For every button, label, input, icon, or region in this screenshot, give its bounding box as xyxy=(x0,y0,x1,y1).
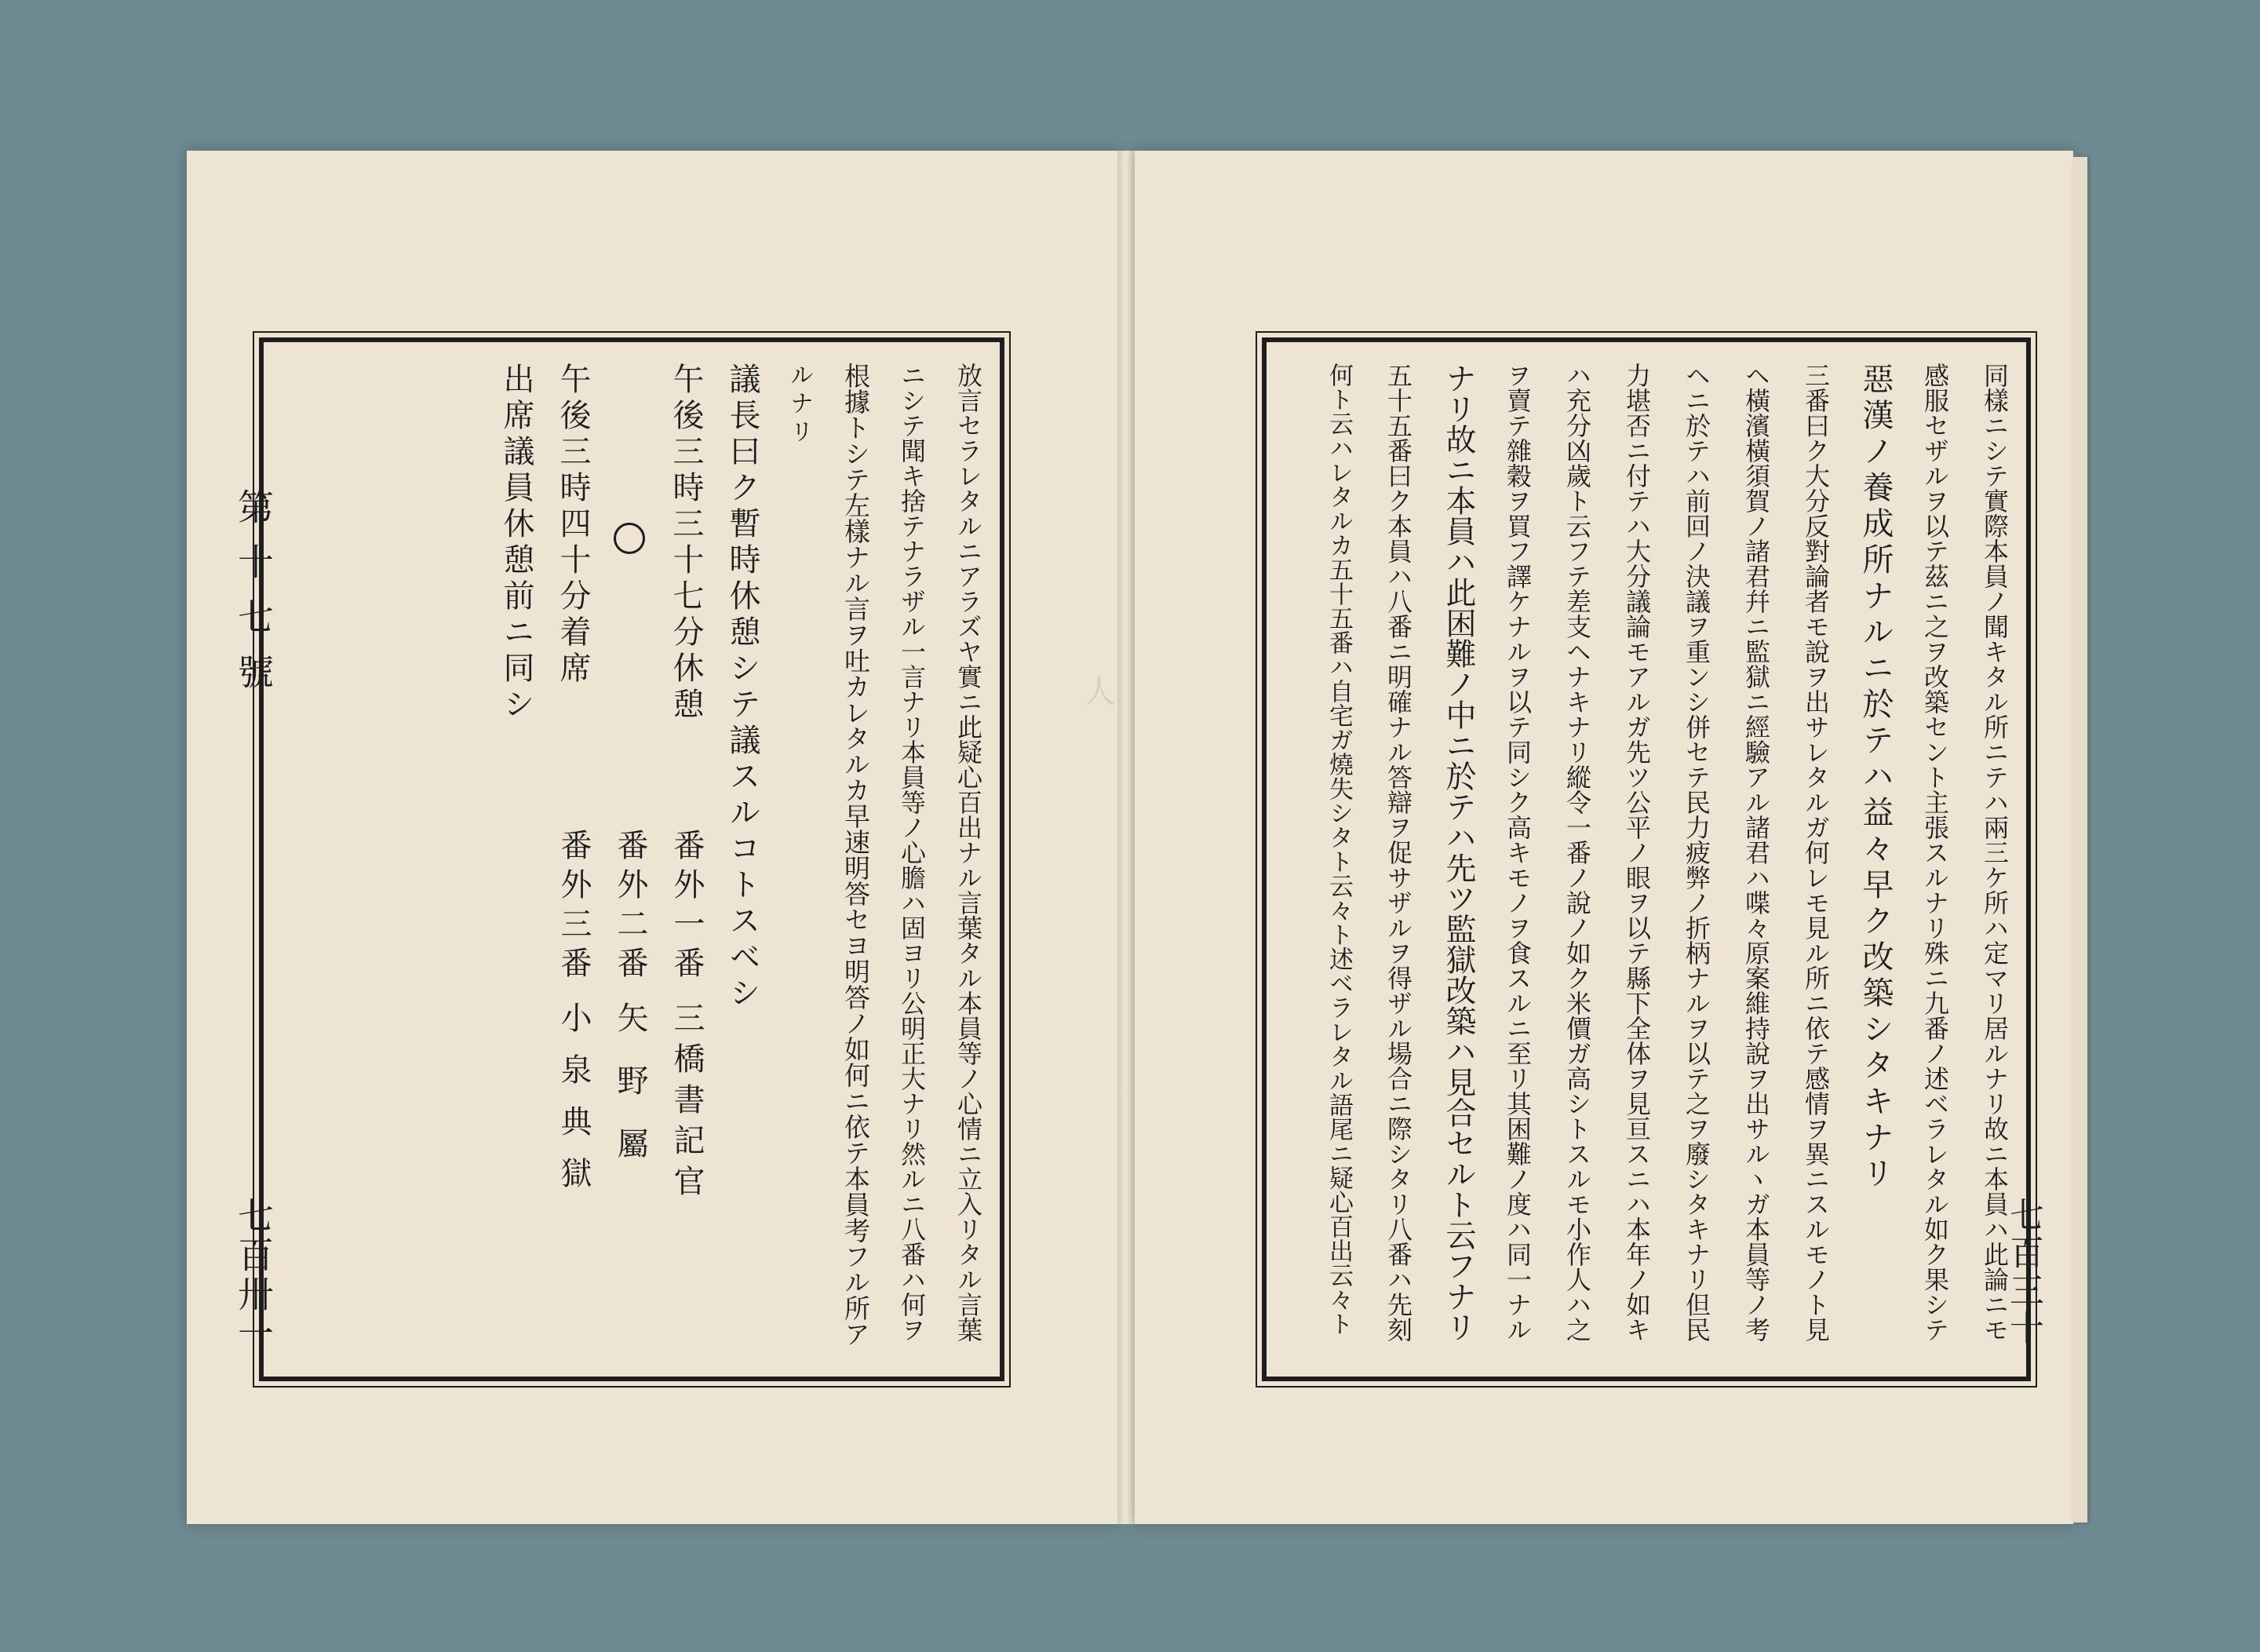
left-page-number: 七百卅一 xyxy=(232,1197,275,1354)
book-spread: 第十七號 七百卅一 七百三十 人 放言セラレタルニアラズヤ實ニ此疑心百出ナル言葉タル本員等ノ心情ニ立入リタル言葉 ニシテ聞キ捨テナラザル一言ナリ本員等ノ心膽ハ固ヨリ公明正大ナリ然ルニ八番ハ何ヲ 根據トシテ左樣ナル言ヲ吐カレタルカ早速明答セヨ明答ノ如何ニ依テ本員考フル所ア ルナリ 議長曰ク暫時休憩シテ議スルコトスベシ 午後三時三十七分休憩 午後三時四十分着席 出席議員休憩前ニ同シ 番外一番 三橋書記官 番外二番 矢野屬 番外三番 小泉典獄 同樣ニシテ實際本員ノ聞キタル所ニテハ兩三ケ所ハ定マリ居ルナリ故ニ本員ハ此論ニモ 感服セザルヲ以テ茲ニ之ヲ改築セント主張スルナリ殊ニ九番ノ述ベラレタル如ク果シテ 惡漢ノ養成所ナルニ於テハ益々早ク改築シタキナリ 三番曰ク大分反對論者モ說ヲ出サレタルガ何レモ見ル所ニ依テ感情ヲ異ニスルモノト見 ヘ橫濱橫須賀ノ諸君幷ニ監獄ニ經驗アル諸君ハ喋々原案維持說ヲ出サルヽガ本員等ノ考 ヘニ於テハ前回ノ決議ヲ重ンシ併セテ民力疲弊ノ折柄ナルヲ以テ之ヲ廢シタキナリ但民 力堪否ニ付テハ大分議論モアルガ先ツ公平ノ眼ヲ以テ縣下全体ヲ見亘スニハ本年ノ如キ ハ充分凶歲ト云フテ差支ヘナキナリ縱令一番ノ說ノ如ク米價ガ高シトスルモ小作人ハ之 ヲ賣テ雜穀ヲ買フ譯ケナルヲ以テ同シク高キモノヲ食スルニ至リ其困難ノ度ハ同一ナル ナリ故ニ本員ハ此困難ノ中ニ於テハ先ツ監獄改築ハ見合セルト云フナリ 五十五番曰ク本員ハ八番ニ明確ナル答辯ヲ促サザルヲ得ザル場合ニ際シタリ八番ハ先刻 何ト云ハレタルカ五十五番ハ自宅ガ燒失シタト云々ト述ベラレタル語尾ニ疑心百出云々ト xyxy=(0,0,2260,1652)
text-column: 惡漢ノ養成所ナルニ於テハ益々早ク改築シタキナリ xyxy=(1857,363,1894,1193)
text-column: 感服セザルヲ以テ茲ニ之ヲ改築セント主張スルナリ殊ニ九番ノ述ベラレタル如ク果シテ xyxy=(1920,363,1950,1342)
right-page-number: 七百三十 xyxy=(2003,1197,2043,1347)
text-column: 何ト云ハレタルカ五十五番ハ自宅ガ燒失シタト云々ト述ベラレタル語尾ニ疑心百出云々ト xyxy=(1325,363,1353,1336)
roster-name: 小泉典獄 xyxy=(556,1001,592,1209)
text-column: 出席議員休憩前ニ同シ xyxy=(498,363,534,724)
text-column: 放言セラレタルニアラズヤ實ニ此疑心百出ナル言葉タル本員等ノ心情ニ立入リタル言葉 xyxy=(953,363,983,1342)
text-column: 午後三時三十七分休憩 xyxy=(668,363,704,724)
text-column: ヘニ於テハ前回ノ決議ヲ重ンシ併セテ民力疲弊ノ折柄ナルヲ以テ之ヲ廢シタキナリ但民 xyxy=(1682,363,1711,1342)
text-column: 五十五番曰ク本員ハ八番ニ明確ナル答辯ヲ促サザルヲ得ザル場合ニ際シタリ八番ハ先刻 xyxy=(1383,363,1413,1342)
roster-title: 番外二番 xyxy=(612,829,648,986)
roster-name: 矢野屬 xyxy=(612,1001,648,1190)
text-column: 三番曰ク大分反對論者モ說ヲ出サレタルガ何レモ見ル所ニ依テ感情ヲ異ニスルモノト見 xyxy=(1801,363,1831,1342)
text-column: 根據トシテ左樣ナル言ヲ吐カレタルカ早速明答セヨ明答ノ如何ニ依テ本員考フル所ア xyxy=(840,363,871,1347)
text-column: ヲ賣テ雜穀ヲ買フ譯ケナルヲ以テ同シク高キモノヲ食スルニ至リ其困難ノ度ハ同一ナル xyxy=(1503,363,1533,1342)
text-column: ニシテ聞キ捨テナラザル一言ナリ本員等ノ心膽ハ固ヨリ公明正大ナリ然ルニ八番ハ何ヲ xyxy=(897,363,927,1342)
text-column: 同樣ニシテ實際本員ノ聞キタル所ニテハ兩三ケ所ハ定マリ居ルナリ故ニ本員ハ此論ニモ xyxy=(1980,363,2010,1342)
roster-name: 三橋書記官 xyxy=(669,1001,705,1205)
text-column: ナリ故ニ本員ハ此困難ノ中ニ於テハ先ツ監獄改築ハ見合セルト云フナリ xyxy=(1441,363,1476,1342)
text-column xyxy=(606,523,653,554)
text-column: ヘ橫濱橫須賀ノ諸君幷ニ監獄ニ經驗アル諸君ハ喋々原案維持說ヲ出サルヽガ本員等ノ考 xyxy=(1741,363,1771,1342)
roster-title: 番外一番 xyxy=(669,829,705,986)
roster-title: 番外三番 xyxy=(556,829,592,986)
text-column: ルナリ xyxy=(786,363,813,447)
right-text-frame xyxy=(1262,337,2031,1381)
issue-label: 第十七號 xyxy=(232,488,275,708)
text-column: 力堪否ニ付テハ大分議論モアルガ先ツ公平ノ眼ヲ以テ縣下全体ヲ見亘スニハ本年ノ如キ xyxy=(1622,363,1652,1342)
separator-circle xyxy=(614,523,645,554)
left-text-frame xyxy=(259,337,1004,1381)
text-column: 議長曰ク暫時休憩シテ議スルコトスベシ xyxy=(724,363,760,1012)
text-column: ハ充分凶歲ト云フテ差支ヘナキナリ縱令一番ノ說ノ如ク米價ガ高シトスルモ小作人ハ之 xyxy=(1562,363,1592,1342)
book-gutter xyxy=(1117,151,1135,1524)
page-edge xyxy=(2073,157,2087,1523)
text-column: 午後三時四十分着席 xyxy=(555,363,591,687)
